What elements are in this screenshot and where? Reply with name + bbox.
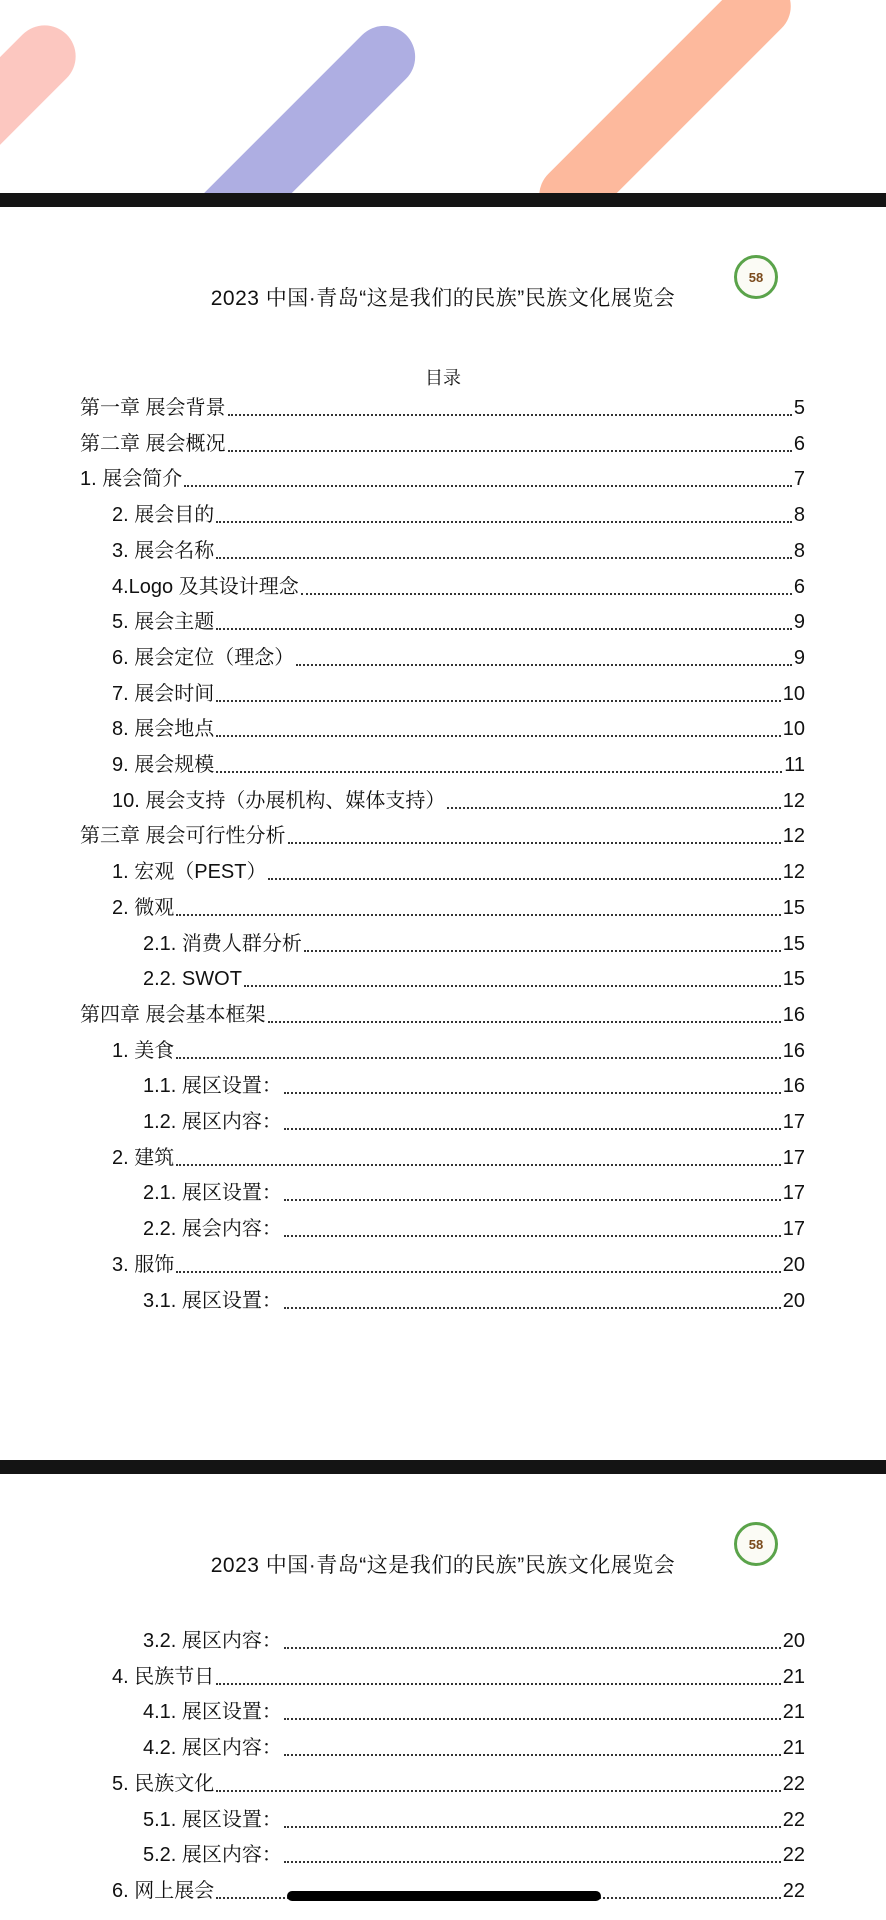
toc-dot-leader bbox=[284, 1860, 781, 1863]
cover-page-decoration bbox=[0, 0, 886, 193]
toc-entry-title: 1. 宏观（PEST） bbox=[112, 861, 267, 884]
toc-entry-page-number: 17 bbox=[782, 1111, 805, 1133]
toc-entry[interactable] bbox=[143, 929, 805, 959]
toc-entry[interactable] bbox=[112, 500, 805, 530]
toc-entry-title: 2. 建筑 bbox=[112, 1146, 175, 1169]
toc-entry-title: 1. 展会简介 bbox=[80, 468, 183, 491]
toc-entry[interactable] bbox=[112, 750, 805, 780]
toc-entry-page-number: 15 bbox=[782, 968, 805, 991]
toc-entry-title: 4.1. 展区设置： bbox=[143, 1701, 282, 1724]
toc-dot-leader bbox=[216, 627, 792, 630]
toc-entry-title: 2.2. SWOT bbox=[143, 968, 242, 991]
page-divider-2 bbox=[0, 1460, 886, 1474]
toc-entry[interactable] bbox=[143, 1697, 805, 1727]
toc-entry-page-number: 10 bbox=[782, 682, 805, 705]
toc-entry[interactable] bbox=[143, 1286, 805, 1316]
toc-dot-leader bbox=[268, 877, 780, 880]
logo-number: 58 bbox=[748, 269, 764, 285]
toc-entry-title: 1.2. 展区内容： bbox=[143, 1111, 282, 1133]
toc-entry[interactable] bbox=[80, 429, 805, 459]
toc-entry-title: 第四章 展会基本框架 bbox=[80, 1003, 266, 1026]
toc-entry-title: 6. 展会定位（理念） bbox=[112, 646, 295, 669]
toc-entry-title: 2. 微观 bbox=[112, 896, 175, 919]
toc-entry-page-number: 22 bbox=[782, 1772, 805, 1795]
toc-entry-page-number: 5 bbox=[793, 397, 805, 419]
toc-entry-page-number: 8 bbox=[793, 539, 805, 562]
toc-entry-page-number: 7 bbox=[793, 468, 805, 491]
toc-entry-page-number: 17 bbox=[782, 1146, 805, 1169]
toc-entry[interactable] bbox=[143, 964, 805, 994]
toc-entry-title: 5.2. 展区内容： bbox=[143, 1844, 282, 1867]
toc-entry[interactable] bbox=[80, 393, 805, 423]
toc-entry[interactable] bbox=[112, 857, 805, 887]
toc-entry[interactable] bbox=[112, 893, 805, 923]
toc-entry[interactable] bbox=[80, 1000, 805, 1030]
toc-entry[interactable] bbox=[112, 1769, 805, 1799]
toc-page-1 bbox=[0, 207, 886, 1460]
toc-entry-title: 第三章 展会可行性分析 bbox=[80, 825, 286, 848]
toc-dot-leader bbox=[284, 1198, 781, 1201]
toc-entry[interactable] bbox=[143, 1214, 805, 1244]
toc-dot-leader bbox=[284, 1825, 781, 1828]
toc-entry-title: 8. 展会地点 bbox=[112, 718, 215, 741]
toc-entry-title: 3.1. 展区设置： bbox=[143, 1289, 282, 1312]
toc-dot-leader bbox=[284, 1717, 781, 1720]
toc-dot-leader bbox=[228, 449, 792, 452]
toc-entry[interactable] bbox=[143, 1107, 805, 1137]
toc-entry-title: 5. 展会主题 bbox=[112, 611, 215, 634]
toc-dot-leader bbox=[268, 1020, 781, 1023]
toc-entry-page-number: 6 bbox=[793, 432, 805, 455]
toc-dot-leader bbox=[216, 556, 792, 559]
toc-entry[interactable] bbox=[112, 643, 805, 673]
toc-entry-title: 1. 美食 bbox=[112, 1039, 175, 1062]
toc-entry-title: 10. 展会支持（办展机构、媒体支持） bbox=[112, 789, 446, 812]
toc-entry-page-number: 9 bbox=[793, 611, 805, 634]
toc-entry-page-number: 20 bbox=[782, 1630, 805, 1652]
toc-entry[interactable] bbox=[112, 536, 805, 566]
toc-dot-leader bbox=[176, 1056, 781, 1059]
toc-entry-title: 9. 展会规模 bbox=[112, 754, 215, 776]
home-indicator[interactable] bbox=[287, 1891, 601, 1901]
toc-entry-title: 5.1. 展区设置： bbox=[143, 1808, 282, 1831]
toc-entry-page-number: 11 bbox=[784, 754, 805, 776]
toc-entry-page-number: 16 bbox=[782, 1075, 805, 1098]
toc-dot-leader bbox=[216, 770, 782, 773]
toc-entry-page-number: 6 bbox=[793, 575, 805, 598]
exhibition-logo-icon bbox=[734, 255, 778, 299]
toc-dot-leader bbox=[216, 734, 781, 737]
document-header: 2023 中国·青岛“这是我们的民族”民族文化展览会 bbox=[210, 1554, 676, 1577]
purple-stripe bbox=[172, 13, 428, 193]
toc-entry[interactable] bbox=[143, 1840, 805, 1870]
toc-entry[interactable] bbox=[143, 1626, 805, 1656]
toc-entry[interactable] bbox=[80, 821, 805, 851]
toc-dot-leader bbox=[216, 520, 792, 523]
toc-entry-title: 第一章 展会背景 bbox=[80, 397, 226, 419]
toc-dot-leader bbox=[288, 841, 781, 844]
toc-entry-title: 6. 网上展会 bbox=[112, 1879, 215, 1902]
toc-dot-leader bbox=[176, 1270, 781, 1273]
toc-dot-leader bbox=[216, 1789, 781, 1792]
toc-dot-leader bbox=[284, 1234, 781, 1237]
toc-dot-leader bbox=[284, 1091, 781, 1094]
toc-entry[interactable] bbox=[143, 1071, 805, 1101]
toc-entry[interactable] bbox=[112, 786, 805, 816]
toc-entry-title: 3.2. 展区内容： bbox=[143, 1630, 282, 1652]
page-divider-1 bbox=[0, 193, 886, 207]
toc-entry-title: 3. 展会名称 bbox=[112, 539, 215, 562]
toc-entry-page-number: 21 bbox=[782, 1737, 805, 1760]
toc-entry[interactable] bbox=[112, 1143, 805, 1173]
toc-entry[interactable] bbox=[143, 1805, 805, 1835]
toc-dot-leader bbox=[284, 1646, 781, 1649]
toc-entry-page-number: 21 bbox=[782, 1701, 805, 1724]
toc-entry-page-number: 15 bbox=[782, 932, 805, 955]
toc-entry-page-number: 12 bbox=[782, 789, 805, 812]
exhibition-logo-icon bbox=[734, 1522, 778, 1566]
toc-entry-title: 1.1. 展区设置： bbox=[143, 1075, 282, 1098]
toc-dot-leader bbox=[304, 949, 781, 952]
toc-entry-title: 2.1. 展区设置： bbox=[143, 1182, 282, 1205]
toc-entry-title: 5. 民族文化 bbox=[112, 1772, 215, 1795]
toc-entry-title: 3. 服饰 bbox=[112, 1253, 175, 1276]
toc-entry-page-number: 10 bbox=[782, 718, 805, 741]
toc-entry[interactable] bbox=[112, 572, 805, 602]
toc-entry-title: 2. 展会目的 bbox=[112, 504, 215, 527]
toc-entry-page-number: 15 bbox=[782, 896, 805, 919]
toc-entry[interactable] bbox=[112, 679, 805, 709]
toc-entry[interactable] bbox=[112, 1250, 805, 1280]
toc-entry-page-number: 12 bbox=[782, 861, 805, 884]
toc-entry[interactable] bbox=[112, 607, 805, 637]
toc-dot-leader bbox=[184, 484, 792, 487]
toc-entry-page-number: 12 bbox=[782, 825, 805, 848]
toc-entry-page-number: 8 bbox=[793, 504, 805, 527]
toc-entry[interactable] bbox=[112, 1662, 805, 1692]
toc-entry-title: 第二章 展会概况 bbox=[80, 432, 226, 455]
logo-number: 58 bbox=[748, 1536, 764, 1552]
toc-entry-title: 2.1. 消费人群分析 bbox=[143, 932, 302, 955]
toc-page-2 bbox=[0, 1474, 886, 1920]
toc-entry-title: 7. 展会时间 bbox=[112, 682, 215, 705]
toc-entry-title: 4. 民族节日 bbox=[112, 1665, 215, 1688]
toc-dot-leader bbox=[176, 1163, 781, 1166]
toc-dot-leader bbox=[296, 663, 792, 666]
toc-entry-page-number: 16 bbox=[782, 1039, 805, 1062]
toc-entry-title: 4.Logo 及其设计理念 bbox=[112, 575, 299, 598]
toc-entry[interactable] bbox=[143, 1178, 805, 1208]
toc-entry-page-number: 16 bbox=[782, 1003, 805, 1026]
toc-entry-page-number: 17 bbox=[782, 1182, 805, 1205]
toc-entry-page-number: 20 bbox=[782, 1253, 805, 1276]
toc-entry-page-number: 21 bbox=[782, 1665, 805, 1688]
toc-entry[interactable] bbox=[112, 714, 805, 744]
toc-entry-page-number: 20 bbox=[782, 1289, 805, 1312]
toc-dot-leader bbox=[228, 413, 792, 416]
toc-entry-page-number: 22 bbox=[782, 1808, 805, 1831]
toc-dot-leader bbox=[244, 984, 781, 987]
toc-entry[interactable] bbox=[80, 464, 805, 494]
toc-entry-title: 2.2. 展会内容： bbox=[143, 1218, 282, 1241]
toc-entry-title: 4.2. 展区内容： bbox=[143, 1737, 282, 1760]
orange-stripe bbox=[526, 0, 803, 193]
toc-dot-leader bbox=[216, 1682, 781, 1685]
toc-entry-page-number: 22 bbox=[782, 1844, 805, 1867]
toc-dot-leader bbox=[284, 1127, 781, 1130]
toc-entry-page-number: 22 bbox=[782, 1879, 805, 1902]
toc-dot-leader bbox=[447, 806, 780, 809]
toc-dot-leader bbox=[176, 913, 781, 916]
toc-dot-leader bbox=[216, 699, 781, 702]
toc-entry[interactable] bbox=[112, 1036, 805, 1066]
pink-stripe bbox=[0, 13, 88, 170]
toc-entry[interactable] bbox=[143, 1733, 805, 1763]
toc-dot-leader bbox=[284, 1306, 781, 1309]
document-header: 2023 中国·青岛“这是我们的民族”民族文化展览会 bbox=[210, 287, 676, 310]
toc-entry-page-number: 9 bbox=[793, 646, 805, 669]
toc-dot-leader bbox=[284, 1753, 781, 1756]
toc-entry-page-number: 17 bbox=[782, 1218, 805, 1241]
toc-title: 目录 bbox=[425, 368, 461, 388]
toc-dot-leader bbox=[301, 592, 792, 595]
